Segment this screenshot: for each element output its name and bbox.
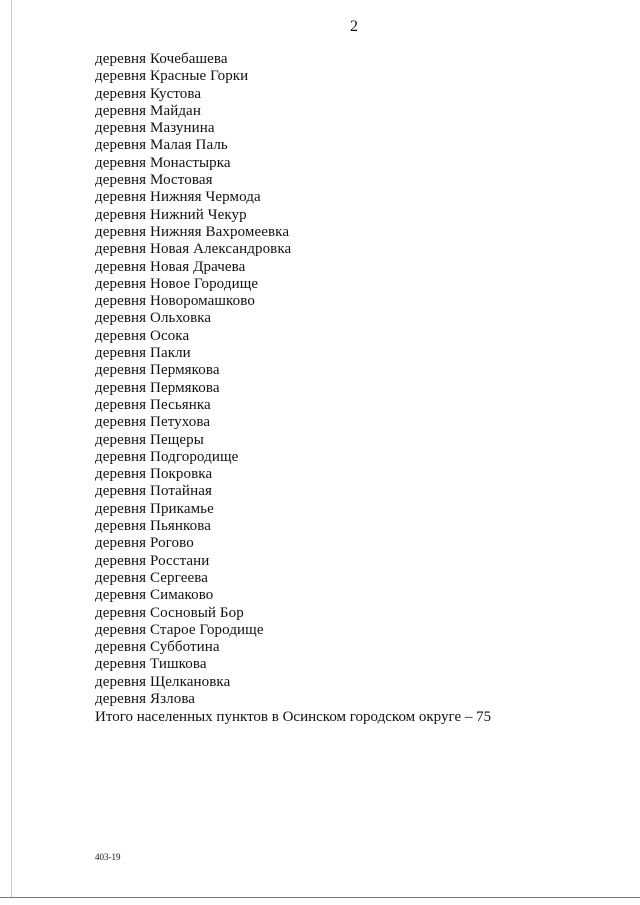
settlement-item: деревня Мостовая — [95, 172, 213, 189]
settlement-item: деревня Щелкановка — [95, 673, 231, 690]
settlement-item: деревня Осока — [95, 327, 190, 344]
settlement-item: деревня Симаково — [95, 587, 214, 604]
settlement-list — [95, 51, 291, 708]
settlement-item: деревня Сергеева — [95, 569, 208, 586]
settlement-item: деревня Пермякова — [95, 379, 220, 396]
page-number: 2 — [350, 18, 358, 35]
settlement-item: деревня Покровка — [95, 466, 213, 483]
settlement-item: деревня Нижний Чекур — [95, 206, 247, 223]
settlements-total: Итого населенных пунктов в Осинском городском округе – 75 — [95, 709, 492, 725]
settlement-item: деревня Потайная — [95, 483, 212, 500]
settlement-item: деревня Пакли — [95, 345, 191, 362]
settlement-item: деревня Новоромашково — [95, 293, 255, 310]
settlement-item: деревня Майдан — [95, 102, 201, 119]
settlement-item: деревня Рогово — [95, 535, 194, 552]
scan-bottom-edge — [0, 897, 640, 898]
settlement-item: деревня Субботина — [95, 639, 220, 656]
settlement-item: деревня Росстани — [95, 552, 210, 569]
settlement-item: деревня Тишкова — [95, 656, 207, 673]
settlement-item: деревня Нижняя Вахромеевка — [95, 223, 290, 240]
settlement-item: деревня Язлова — [95, 690, 196, 707]
document-code: 403-19 — [95, 852, 121, 862]
settlement-item: деревня Мазунина — [95, 120, 215, 137]
settlement-item: деревня Старое Городище — [95, 621, 264, 638]
settlement-item: деревня Песьянка — [95, 396, 211, 413]
settlement-item: деревня Новая Драчева — [95, 258, 246, 275]
settlement-item: деревня Кочебашева — [95, 51, 228, 67]
settlement-item: деревня Кустова — [95, 85, 202, 102]
settlement-item: деревня Красные Горки — [95, 68, 249, 85]
settlement-item: деревня Монастырка — [95, 154, 231, 171]
settlement-item: деревня Ольховка — [95, 310, 212, 327]
settlement-item: деревня Новое Городище — [95, 275, 259, 292]
settlement-item: деревня Новая Александровка — [95, 241, 292, 258]
settlement-item: деревня Нижняя Чермода — [95, 189, 261, 206]
settlement-item: деревня Малая Паль — [95, 137, 228, 154]
settlement-item: деревня Прикамье — [95, 500, 214, 517]
settlement-item: деревня Пьянкова — [95, 518, 211, 535]
settlement-item: деревня Пещеры — [95, 431, 204, 448]
settlement-item: деревня Пермякова — [95, 362, 220, 379]
settlement-item: деревня Сосновый Бор — [95, 604, 244, 621]
settlement-item: деревня Подгородище — [95, 448, 239, 465]
settlement-item: деревня Петухова — [95, 414, 211, 431]
scan-left-edge — [11, 0, 12, 897]
